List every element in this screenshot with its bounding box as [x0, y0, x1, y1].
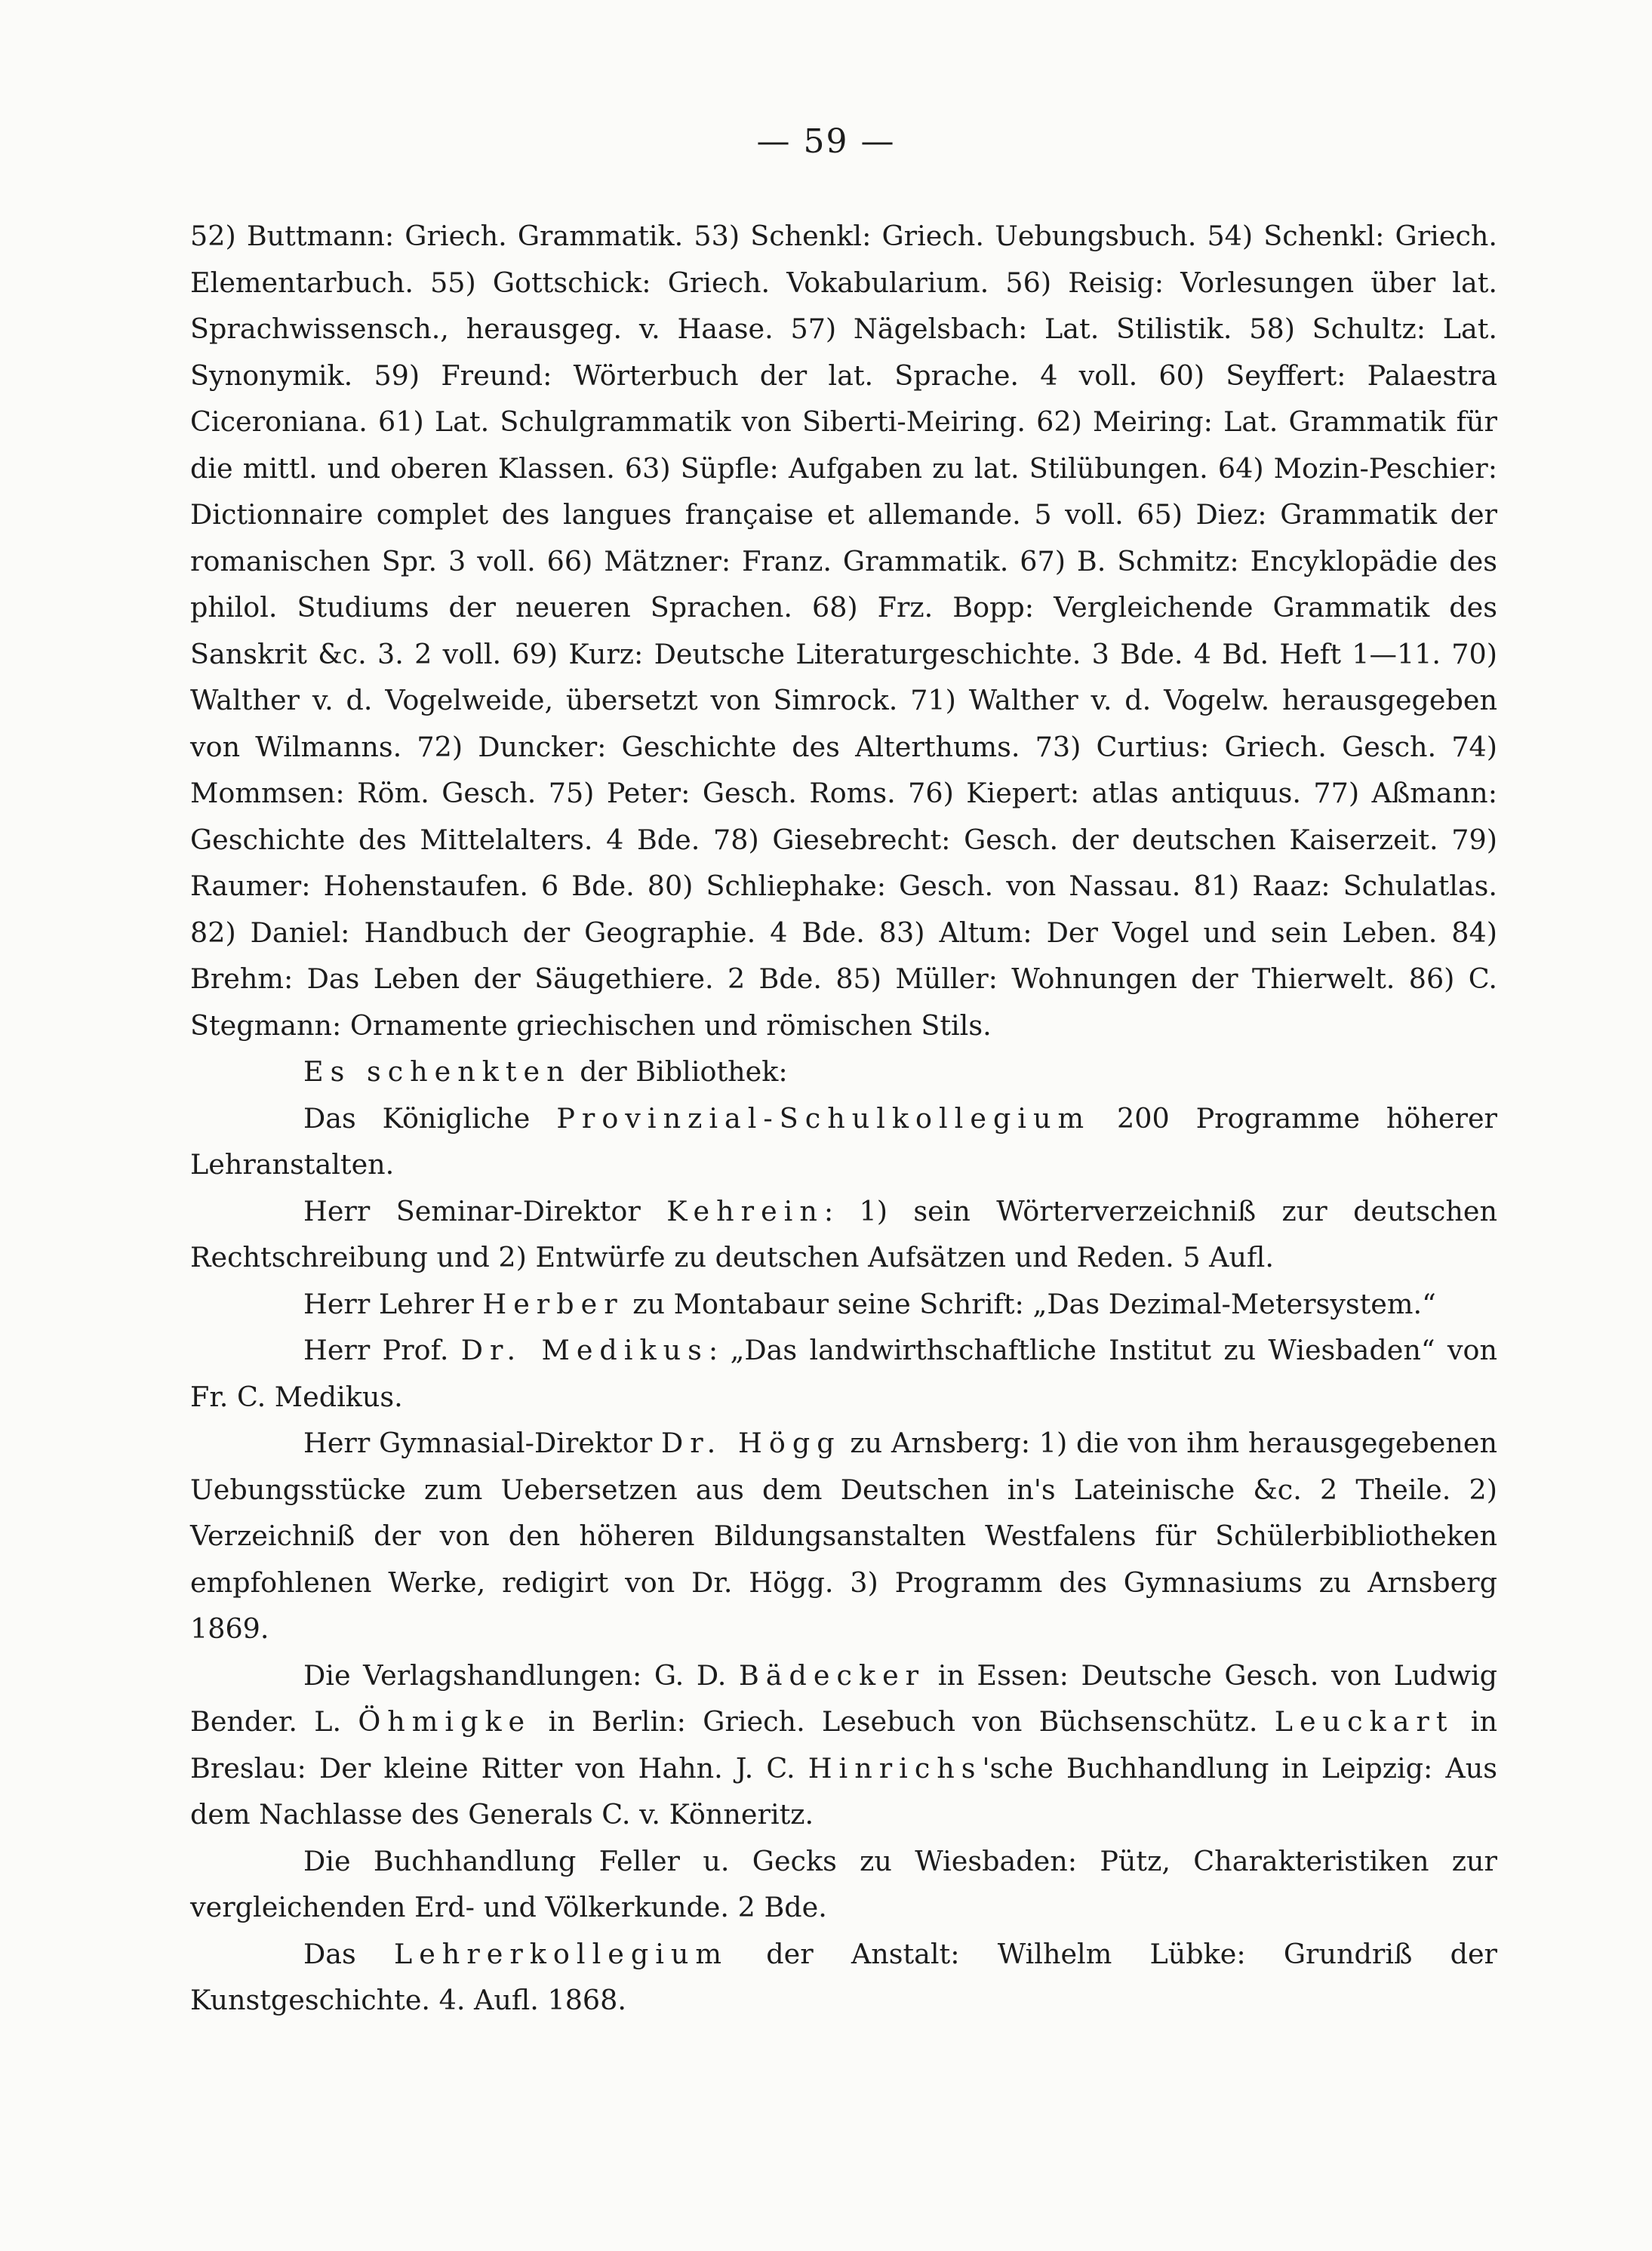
gift-entry	[190, 1095, 1497, 1188]
gift-text: in Essen: Deutsche Gesch. von Ludwig Bender. L.	[190, 1658, 1497, 1738]
gift-text: 'sche Buchhandlung in Leipzig: Aus dem Nachlasse des Generals C. v. Könneritz.	[190, 1751, 1497, 1831]
gift-text: in Berlin: Griech. Lesebuch von Büchsenschütz.	[531, 1705, 1275, 1738]
gift-entry	[190, 1188, 1497, 1281]
gift-text: zu Montabaur seine Schrift: „Das Dezimal-Metersystem.“	[623, 1287, 1436, 1320]
gift-text: der Anstalt: Wilhelm Lübke: Grundriß der Kunstgeschichte. 4. Aufl. 1868.	[190, 1937, 1497, 2016]
gift-text: Herr Seminar-Direktor	[303, 1194, 667, 1227]
donor-name: Hinrichs	[808, 1751, 983, 1784]
donor-name: Leuckart	[1274, 1705, 1454, 1738]
donor-name: Herber	[482, 1287, 624, 1320]
gift-text: Herr Gymnasial-Direktor	[303, 1427, 661, 1459]
gift-entry	[190, 1420, 1497, 1652]
donor-name: Bädecker	[738, 1658, 926, 1692]
donor-name: Kehrein	[666, 1194, 824, 1227]
gifts-heading-rest: der Bibliothek:	[571, 1055, 788, 1088]
book-acquisitions-list: 52) Buttmann: Griech. Grammatik. 53) Schenkl: Griech. Uebungsbuch. 54) Schenkl: Griech. Elementarbuch. 55) Gottschick: Griech. Vokabularium. 56) Reisig: Vorlesungen über lat. Sprachwissensch., herausgeg. v. Haase. 57) Nägelsbach: Lat. Stilistik. 58) Schultz: Lat. Synonymik. 59) Freund: Wörterbuch der lat. Sprache. 4 voll. 60) Seyffert: Palaestra Ciceroniana. 61) Lat. Schulgrammatik von Siberti-Meiring. 62) Meiring: Lat. Grammatik für die mittl. und oberen Klassen. 63) Süpfle: Aufgaben zu lat. Stilübungen. 64) Mozin-Peschier: Dictionnaire complet des langues française et allemande. 5 voll. 65) Diez: Grammatik der romanischen Spr. 3 voll. 66) Mätzner: Franz. Grammatik. 67) B. Schmitz: Encyklopädie des philol. Studiums der neueren Sprachen. 68) Frz. Bopp: Vergleichende Grammatik des Sanskrit &c. 3. 2 voll. 69) Kurz: Deutsche Literaturgeschichte. 3 Bde. 4 Bd. Heft 1—11. 70) Walther v. d. Vogelweide, übersetzt von Simrock. 71) Walther v. d. Vogelw. herausgegeben von Wilmanns. 72) Duncker: Geschichte des Alterthums. 73) Curtius: Griech. Gesch. 74) Mommsen: Röm. Gesch. 75) Peter: Gesch. Roms. 76) Kiepert: atlas antiquus. 77) Aßmann: Geschichte des Mittelalters. 4 Bde. 78) Giesebrecht: Gesch. der deutschen Kaiserzeit. 79) Raumer: Hohenstaufen. 6 Bde. 80) Schliephake: Gesch. von Nassau. 81) Raaz: Schulatlas. 82) Daniel: Handbuch der Geographie. 4 Bde. 83) Altum: Der Vogel und sein Leben. 84) Brehm: Das Leben der Säugethiere. 2 Bde. 85) Müller: Wohnungen der Thierwelt. 86) C. Stegmann: Ornamente griechischen und römischen Stils.	[190, 220, 1497, 1042]
gift-text: : „Das landwirthschaftliche Institut zu Wiesbaden“ von Fr. C. Medikus.	[190, 1334, 1497, 1413]
gift-text: : 1) sein Wörterverzeichniß zur deutschen Rechtschreibung und 2) Entwürfe zu deutschen Aufsätzen und Reden. 5 Aufl.	[190, 1194, 1497, 1273]
gift-text: Das	[303, 1937, 394, 1970]
gift-entry	[190, 1652, 1497, 1838]
donor-name: Lehrerkollegium	[393, 1937, 729, 1970]
donor-name: Dr. Högg	[660, 1427, 841, 1459]
donor-name: Öhmigke	[358, 1705, 532, 1738]
gift-entry	[190, 1281, 1497, 1328]
gift-text: 200 Programme höherer Lehranstalten.	[190, 1101, 1497, 1181]
gift-entry	[190, 1931, 1497, 2024]
gifts-heading-spaced: Es schenkten	[303, 1055, 571, 1088]
gift-text: in Breslau: Der kleine Ritter von Hahn. J. C.	[190, 1705, 1497, 1784]
donor-name: Dr. Medikus	[460, 1334, 709, 1366]
page-number: — 59 —	[756, 122, 896, 161]
page-body	[190, 213, 1497, 2024]
gift-entry: Die Buchhandlung Feller u. Gecks zu Wiesbaden: Pütz, Charakteristiken zur vergleichenden Erd- und Völkerkunde. 2 Bde.	[190, 1844, 1497, 1923]
gift-text: Die Verlagshandlungen: G. D.	[303, 1658, 739, 1692]
gifts-heading	[190, 1049, 1497, 1095]
gift-entry	[190, 1327, 1497, 1420]
gift-text: zu Arnsberg: 1) die von ihm herausgegebenen Uebungsstücke zum Uebersetzen aus dem Deutschen in's Lateinische &c. 2 Theile. 2) Verzeichniß der von den höheren Bildungsanstalten Westfalens für Schülerbibliotheken empfohlenen Werke, redigirt von Dr. Högg. 3) Programm des Gymnasiums zu Arnsberg 1869.	[190, 1427, 1498, 1645]
donor-name: Provinzial-Schulkollegium	[556, 1101, 1091, 1135]
gift-text: Das Königliche	[303, 1101, 557, 1135]
gift-text: Herr Lehrer	[303, 1287, 483, 1320]
gift-text: Herr Prof.	[303, 1334, 461, 1366]
